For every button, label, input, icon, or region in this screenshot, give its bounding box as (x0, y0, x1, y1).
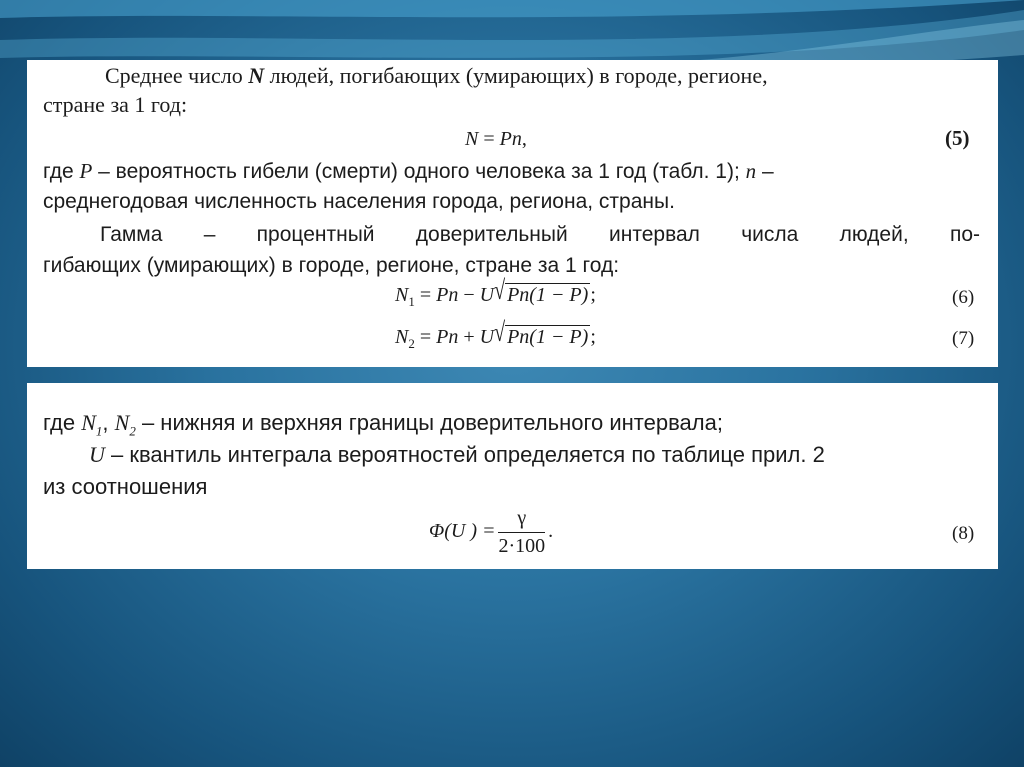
equation-6-number: (6) (952, 287, 975, 308)
paragraph-gamma-line2: гибающих (умирающих) в городе, регионе, стране за 1 год: (43, 254, 620, 277)
fraction (498, 507, 545, 558)
symbol: = (478, 128, 500, 150)
text: – квантиль интеграла вероятностей определяется по таблице прил. 2 (104, 442, 825, 467)
symbol: − (458, 284, 480, 306)
equation-7-number: (7) (952, 328, 975, 349)
paragraph-mean-number-line2: стране за 1 год: (43, 92, 188, 117)
denominator: 2·100 (498, 535, 546, 557)
text: где (43, 160, 80, 183)
symbol: Φ(U ) = (429, 520, 496, 543)
equation-5-number: (5) (945, 126, 970, 150)
equation-5 (465, 128, 527, 151)
formula-panel-bottom (27, 383, 998, 569)
radicand: Pn(1 − P) (507, 284, 589, 306)
subscript: 2 (408, 336, 415, 351)
symbol: Pn (436, 284, 459, 306)
equation-6 (395, 275, 596, 310)
symbol: = (414, 326, 437, 348)
subscript: 1 (95, 423, 103, 439)
symbol-N2: N (114, 410, 130, 435)
subscript: 2 (129, 423, 136, 439)
symbol: U (479, 284, 495, 306)
paragraph-where-N1-N2 (43, 411, 723, 443)
paragraph-where-P-line1 (43, 159, 774, 184)
paragraph-mean-number-line1 (105, 64, 768, 88)
paragraph-U-quantile (89, 443, 825, 467)
symbol: . (548, 520, 554, 543)
text: людей, погибающих (умирающих) в городе, регионе, (264, 63, 768, 88)
equation-7 (395, 317, 596, 352)
symbol: N (395, 326, 409, 348)
symbol-N: N (248, 63, 265, 88)
paragraph-where-P-line2: среднегодовая численность населения города, региона, страны. (43, 190, 675, 213)
text: – (756, 160, 774, 183)
text: Среднее число (105, 63, 249, 88)
formula-panel-top (27, 60, 998, 367)
symbol: + (458, 326, 480, 348)
text: , (102, 410, 115, 435)
subscript: 1 (408, 294, 415, 309)
symbol-U: U (89, 442, 105, 467)
equation-8 (429, 507, 553, 558)
symbol-n: n (745, 159, 757, 183)
radical-sign: √ (494, 275, 506, 306)
symbol: U (479, 326, 495, 348)
symbol-N1: N (81, 410, 96, 435)
symbol: N (395, 284, 409, 306)
symbol: Pn (436, 326, 459, 348)
text: – нижняя и верхняя границы доверительного интервала; (135, 410, 723, 435)
radical-sign: √ (494, 317, 506, 348)
text: – вероятность гибели (смерти) одного человека за 1 год (табл. 1); (92, 160, 746, 183)
symbol: Pn (499, 128, 522, 150)
text: где (43, 410, 82, 435)
paragraph-gamma-line1: Гамма – процентный доверительный интервал числа людей, по- (100, 223, 980, 246)
symbol: , (521, 128, 527, 150)
equation-8-number: (8) (952, 523, 975, 544)
symbol: = (414, 284, 437, 306)
numerator: γ (498, 507, 545, 533)
radicand: Pn(1 − P) (507, 326, 589, 348)
symbol: N (465, 128, 479, 150)
paragraph-from-relation: из соотношения (43, 474, 208, 499)
symbol: ; (590, 284, 596, 306)
symbol-P: P (79, 159, 93, 183)
symbol: ; (590, 326, 596, 348)
